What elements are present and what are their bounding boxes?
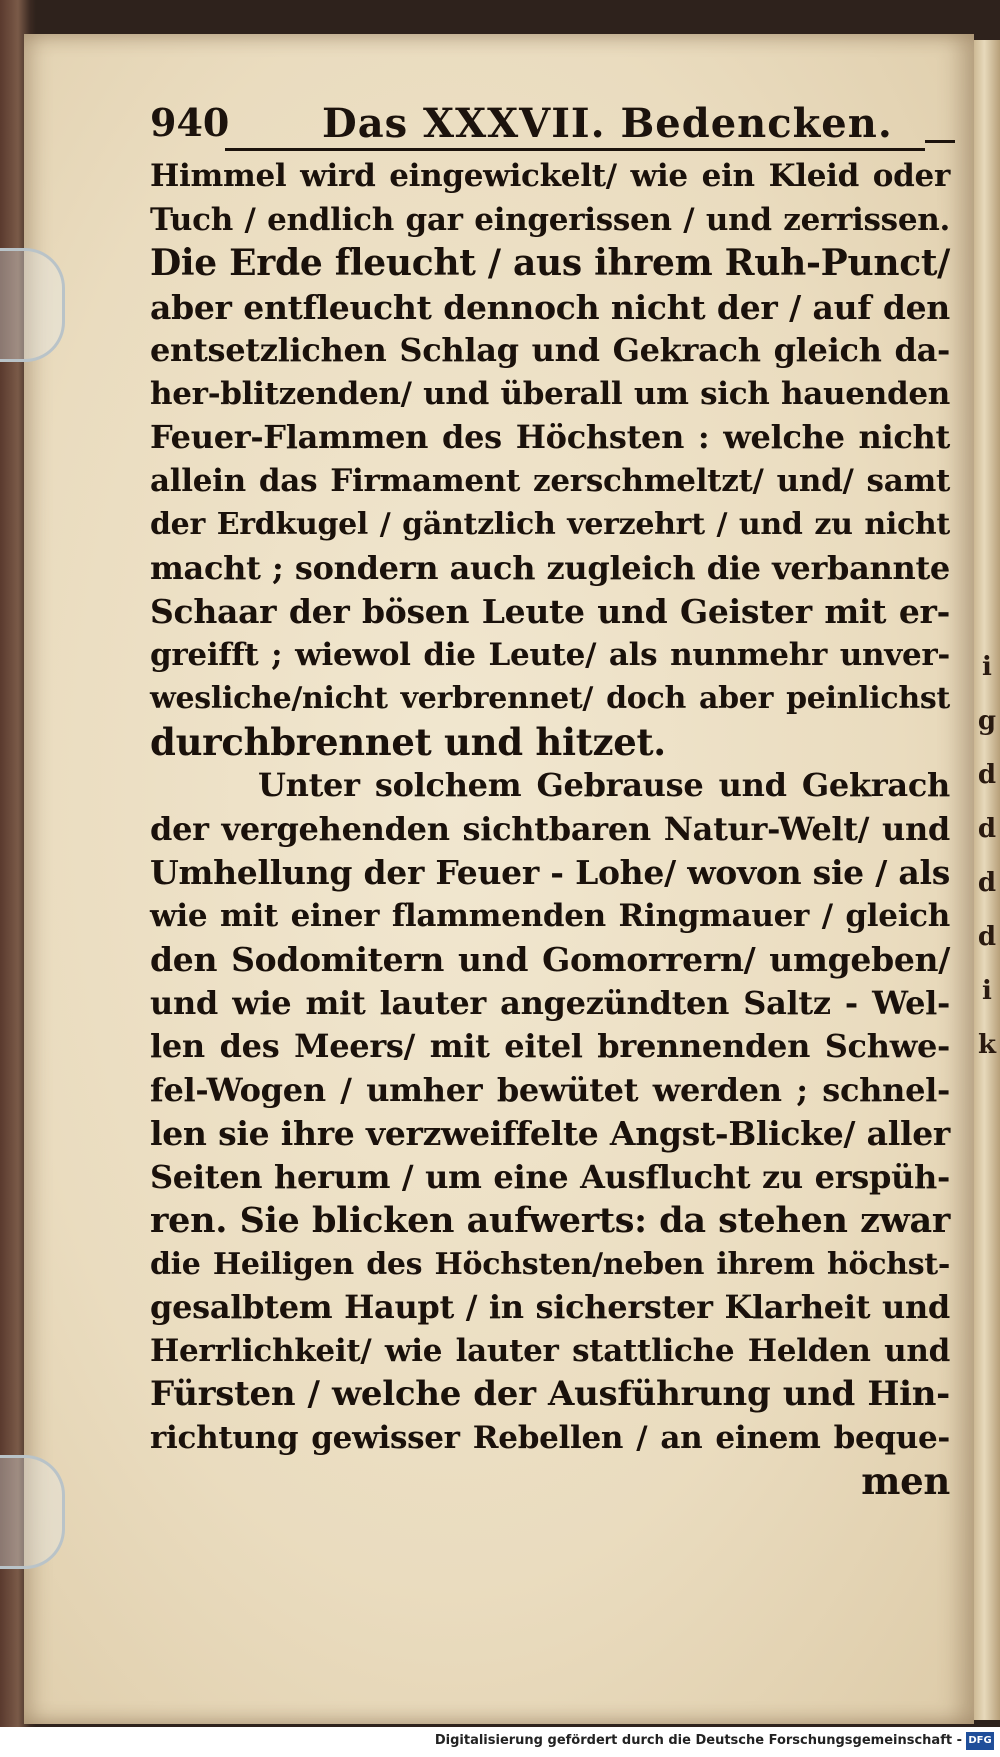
text-line: Feuer-Flammen des Höchsten : welche nicht (150, 418, 950, 456)
text-line: macht ; sondern auch zugleich die verbannte (150, 548, 950, 587)
dfg-logo: DFG (966, 1732, 994, 1750)
text-line: und wie mit lauter angezündten Saltz - Wel- (150, 983, 950, 1022)
text-line: her-blitzenden/ und überall um sich hauenden (150, 375, 950, 412)
page-clip-bottom (0, 1455, 65, 1569)
footer-bar (0, 1727, 1000, 1757)
page-number: 940 (150, 100, 230, 145)
text-line: len sie ihre verzweiffelte Angst-Blicke/ aller (150, 1114, 950, 1153)
text-line: wie mit einer flammenden Ringmauer / gleich (150, 897, 950, 934)
text-line: Tuch / endlich gar eingerissen / und zerrissen. (150, 201, 950, 238)
edge-char: i (982, 652, 992, 682)
text-line: richtung gewisser Rebellen / an einem beque- (150, 1419, 950, 1456)
text-line: Unter solchem Gebrause und Gekrach (258, 766, 950, 804)
funding-credit: Digitalisierung gefördert durch die Deutsche Forschungsgemeinschaft - (434, 1733, 962, 1748)
edge-char: k (977, 1030, 996, 1060)
edge-char: d (977, 922, 997, 952)
text-line: fel-Wogen / umher bewütet werden ; schnel- (150, 1070, 950, 1109)
text-line: Seiten herum / um eine Ausflucht zu erspüh- (150, 1157, 950, 1196)
text-line: der vergehenden sichtbaren Natur-Welt/ und (150, 809, 950, 848)
catchword: men (861, 1459, 950, 1503)
page-header (150, 100, 950, 150)
text-line: ren. Sie blicken aufwerts: da stehen zwar (150, 1200, 950, 1241)
text-line: Herrlichkeit/ wie lauter stattliche Helden und (150, 1332, 950, 1369)
text-line: entsetzlichen Schlag und Gekrach gleich da- (150, 331, 950, 369)
running-head: Das XXXVII. Bedencken. (322, 100, 893, 147)
edge-char: d (977, 814, 997, 844)
body-text (150, 155, 950, 1504)
edge-char: d (977, 868, 997, 898)
text-line: Umhellung der Feuer - Lohe/ wovon sie / als (150, 853, 950, 892)
page-clip-top (0, 248, 65, 362)
text-line: len des Meers/ mit eitel brennenden Schwe- (150, 1027, 950, 1065)
text-line: durchbrennet und hitzet. (150, 719, 666, 764)
text-line: Schaar der bösen Leute und Geister mit er- (150, 592, 950, 631)
text-line: die Heiligen des Höchsten/neben ihrem höchst- (150, 1246, 950, 1282)
text-line: wesliche/nicht verbrennet/ doch aber peinlichst (150, 681, 950, 716)
header-rule-tail (925, 140, 955, 143)
next-page-edge-text (976, 640, 998, 1072)
text-line: den Sodomitern und Gomorrern/ umgeben/ (150, 940, 950, 979)
header-rule (225, 148, 925, 151)
text-line: greifft ; wiewol die Leute/ als nunmehr unver- (150, 636, 950, 673)
text-line: Die Erde fleucht / aus ihrem Ruh-Punct/ (150, 242, 950, 284)
text-line: gesalbtem Haupt / in sicherster Klarheit und (150, 1288, 950, 1326)
text-line: aber entfleucht dennoch nicht der / auf den (150, 287, 950, 327)
text-line: Fürsten / welche der Ausführung und Hin- (150, 1374, 950, 1414)
text-line: allein das Firmament zerschmeltzt/ und/ samt (150, 462, 950, 499)
edge-char: i (982, 976, 992, 1006)
text-line: Himmel wird eingewickelt/ wie ein Kleid oder (150, 158, 950, 194)
text-line: der Erdkugel / gäntzlich verzehrt / und zu nicht (150, 507, 950, 542)
edge-char: d (977, 760, 997, 790)
edge-char: g (977, 706, 997, 736)
